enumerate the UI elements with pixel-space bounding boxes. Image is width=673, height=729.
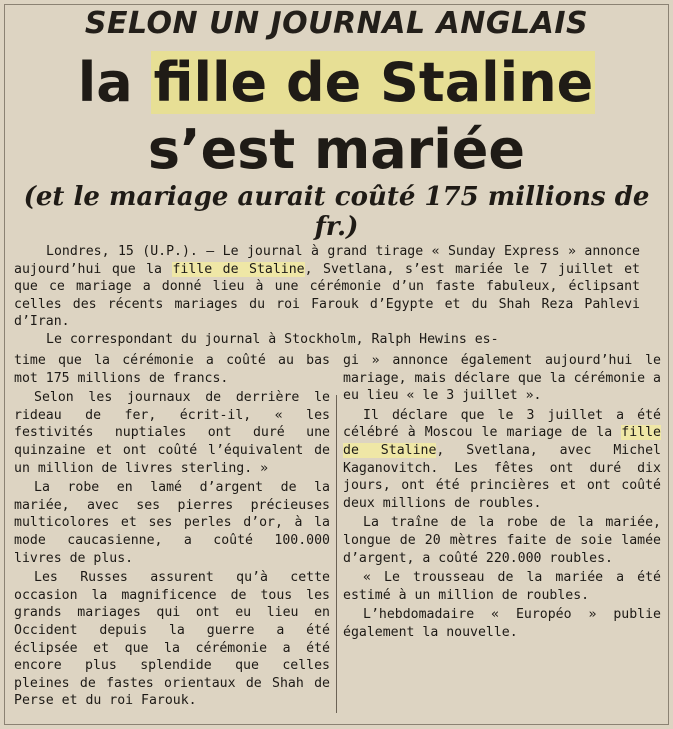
right-paragraph-3: La traîne de la robe de la mariée, longue de 20 mètres faite de soie lamée d’argent, a coûté 220.000 roubles. (343, 515, 661, 566)
headline-highlight: fille de Staline (153, 51, 594, 114)
headline-pre: la (77, 51, 152, 114)
lead-paragraph-2: Le correspondant du journal à Stockholm, Ralph Hewins es- (46, 331, 499, 347)
deck-subheadline: (et le mariage aurait coûté 175 millions de fr.) (23, 182, 650, 242)
main-headline-line2: s’est mariée (147, 118, 526, 181)
highlight-fille-de-staline: fille de Staline (172, 261, 305, 277)
lead-paragraph-1: Londres, 15 (U.P.). — Le journal à grand tirage « Sunday Express » annonce aujourd’hui que la fille de Staline, Svetlana, s’est mariée le 7 juillet et que ce mariage a donné lieu à une cérémonie d’un faste fabuleux, éclipsant celles des récents mariages du roi Farouk d’Egypte et du Shah Reza Pahlevi d’Iran. (14, 244, 640, 330)
left-paragraph-2: Selon les journaux de derrière le rideau de fer, écrit-il, « les festivités nuptiales ont duré une quinzaine et ont coûté l’équivalent de un million de livres sterling. » (14, 390, 330, 476)
kicker-headline: SELON UN JOURNAL ANGLAIS (84, 6, 589, 41)
left-paragraph-3: La robe en lamé d’argent de la mariée, avec ses pierres précieuses multicolores et ses perles d’or, à la mode caucasienne, a coûté 100.000 livres de plus. (14, 480, 330, 566)
left-column (14, 352, 330, 712)
right-column (343, 352, 661, 644)
column-divider (336, 395, 337, 713)
lead-section (14, 243, 640, 349)
right-paragraph-2: Il déclare que le 3 juillet a été célébré à Moscou le mariage de la fille de Staline, Svetlana, avec Michel Kaganovitch. Les fêtes ont duré dix jours, ont été princières et ont coûté deux millions de roubles. (343, 407, 661, 511)
main-headline-line1 (0, 51, 673, 114)
left-paragraph-4: Les Russes assurent qu’à cette occasion la magnificence de tous les grands mariages qui ont eu lieu en Occident depuis la guerre a été éclipsée et que la cérémonie a été encore plus splendide que celles pleines de fastes orientaux de Shah de Perse et du roi Farouk. (14, 570, 330, 709)
right-paragraph-5: L’hebdomadaire « Européo » publie également la nouvelle. (343, 607, 661, 640)
left-paragraph-1: time que la cérémonie a coûté au bas mot 175 millions de francs. (14, 353, 330, 386)
right-paragraph-4: « Le trousseau de la mariée a été estimé à un million de roubles. (343, 570, 661, 603)
right-paragraph-1: gi » annonce également aujourd’hui le mariage, mais déclare que la cérémonie a eu lieu « le 3 juillet ». (343, 353, 661, 404)
highlight-fille-de-staline-2: fille de Staline (343, 425, 661, 458)
